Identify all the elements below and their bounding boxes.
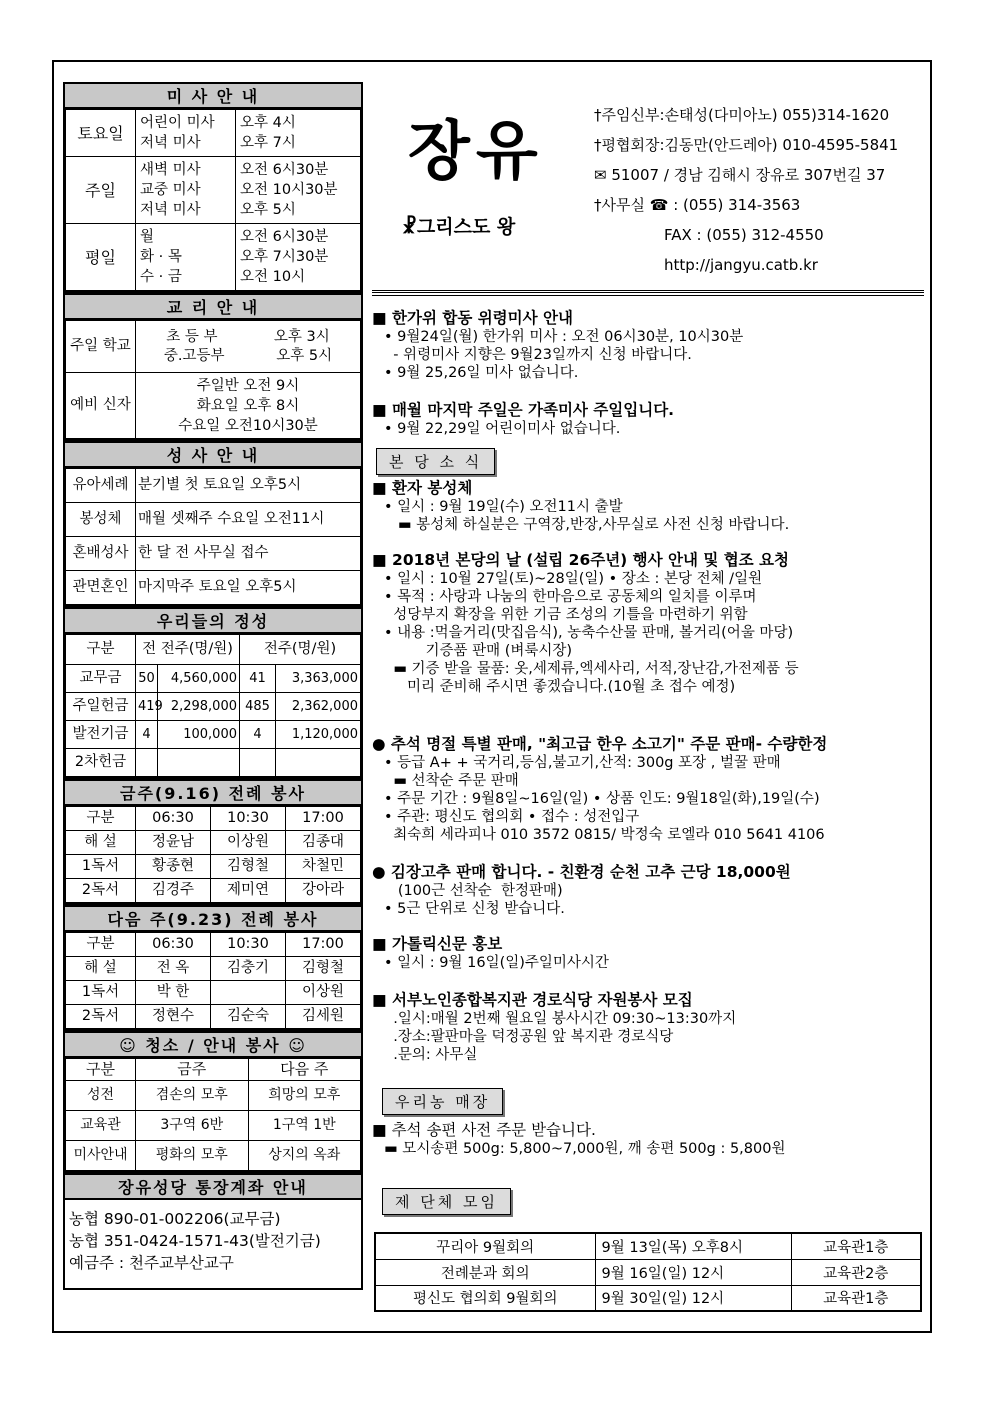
offering-count: 419 (136, 693, 158, 721)
server-name: 김종대 (286, 831, 361, 855)
parish-logo: 장유 (408, 114, 544, 189)
liturgy2-section (63, 932, 363, 1031)
meeting-name: 평신도 협의회 9월회의 (375, 1285, 595, 1311)
liturgy2-table (65, 932, 361, 1029)
cleaning-table (65, 1058, 361, 1171)
offering-title: 우리들의 정성 (63, 607, 363, 634)
notice-line: • 9월24일(월) 한가위 미사 : 오전 06시30분, 10시30분 (384, 329, 744, 345)
offering-row (66, 749, 361, 777)
parish-notice (372, 734, 924, 844)
mass-name: 새벽 미사 (140, 162, 201, 178)
server-name: 이상원 (211, 831, 286, 855)
col-head: 금주 (136, 1059, 249, 1081)
cat-line: 화요일 오후 8시 (196, 397, 300, 414)
account-title: 장유성당 통장계좌 안내 (63, 1173, 363, 1200)
col-head: 구분 (66, 635, 136, 665)
mass-name: 월 (140, 229, 155, 245)
role-name: 1독서 (66, 855, 136, 879)
parish-notice (372, 550, 924, 696)
school-row-2 (138, 347, 358, 366)
cleaning-row (66, 1081, 361, 1111)
logo-subtitle: ☧그리스도 왕 (402, 216, 516, 238)
parish-notice-line: (100근 선착순 한정판매) (384, 883, 563, 899)
parish-notice-title: ● 김장고추 판매 합니다. - 친환경 순천 고추 근당 18,000원 (372, 863, 791, 881)
group-name: 겸손의 모후 (136, 1081, 249, 1111)
offering-amount (276, 749, 361, 777)
offering-count: 50 (136, 665, 158, 693)
school-row-1 (138, 328, 358, 347)
offering-amount (158, 749, 240, 777)
notice-title: ■ 한가위 합동 위령미사 안내 (372, 309, 573, 327)
offering-amount: 4,560,000 (158, 665, 240, 693)
server-name: 황종현 (136, 855, 211, 879)
col-head: 구분 (66, 807, 136, 831)
server-name: 이상원 (286, 981, 361, 1005)
group-name: 3구역 6반 (136, 1111, 249, 1141)
liturgy-row (66, 1005, 361, 1029)
mass-row (66, 157, 361, 224)
parish-notice-line: ▬ 봉성체 하실분은 구역장,반장,사무실로 사전 신청 바랍니다. (384, 517, 790, 533)
mass-times (236, 224, 361, 291)
server-name: 제미연 (211, 879, 286, 903)
catechism-table (65, 320, 361, 439)
mass-row (66, 224, 361, 291)
sacrament-info: 분기별 첫 토요일 오후5시 (136, 469, 361, 503)
mass-names (136, 224, 236, 291)
mass-time: 오후 7시 (240, 135, 296, 151)
place-name: 성전 (66, 1081, 136, 1111)
role-name: 2독서 (66, 1005, 136, 1029)
mass-name: 저녁 미사 (140, 135, 201, 151)
sacrament-name: 봉성체 (66, 503, 136, 537)
server-name: 박 한 (136, 981, 211, 1005)
mass-time: 오전 6시30분 (240, 162, 329, 178)
woori-notice (372, 1120, 924, 1158)
mass-time: 오후 4시 (240, 115, 296, 131)
liturgy-row (66, 855, 361, 879)
bulletin-page (52, 60, 932, 1333)
school-label: 주일 학교 (66, 321, 136, 373)
server-name: 차철민 (286, 855, 361, 879)
school-grade: 초 등 부 (166, 328, 218, 345)
col-head: 다음 주 (248, 1059, 361, 1081)
offering-amount: 2,362,000 (276, 693, 361, 721)
meetings-table (374, 1232, 922, 1312)
notice (372, 400, 924, 438)
sacrament-row (66, 503, 361, 537)
parish-notice-line: .일시:매월 2번째 월요일 봉사시간 09:30~13:30까지 (384, 1011, 737, 1027)
mass-time: 오후 7시30분 (240, 249, 329, 265)
parish-notice-line: • 내용 :먹을거리(맛집음식), 농축수산물 판매, 볼거리(어울 마당) (384, 625, 794, 641)
mass-day: 평일 (66, 224, 136, 291)
parish-notice-line: 최숙희 세라피나 010 3572 0815/ 박정숙 로엘라 010 5641 4106 (384, 827, 825, 843)
website-link[interactable]: http://jangyu.catb.kr (664, 256, 818, 274)
mass-times (236, 110, 361, 157)
server-name: 강아라 (286, 879, 361, 903)
mass-names (136, 110, 236, 157)
col-head: 06:30 (136, 807, 211, 831)
offering-count: 4 (136, 721, 158, 749)
col-head: 17:00 (286, 933, 361, 957)
server-name: 전 옥 (136, 957, 211, 981)
col-head: 17:00 (286, 807, 361, 831)
groups-label: 제 단체 모임 (382, 1188, 511, 1215)
sacrament-row (66, 537, 361, 571)
sacrament-table (65, 468, 361, 605)
offering-count (136, 749, 158, 777)
liturgy-row (66, 957, 361, 981)
offering-amount: 100,000 (158, 721, 240, 749)
liturgy1-section (63, 806, 363, 905)
parish-notice-line: • 주관: 평신도 협의회 • 접수 : 성전입구 (384, 809, 640, 825)
meeting-place: 교육관1층 (791, 1233, 921, 1259)
parish-notice-line: • 5근 단위로 신청 받습니다. (384, 901, 565, 917)
contact-info (594, 100, 898, 280)
offering-count: 4 (240, 721, 276, 749)
meeting-row (375, 1285, 921, 1311)
sacrament-name: 관면혼인 (66, 571, 136, 605)
col-head: 구분 (66, 1059, 136, 1081)
server-name: 김충기 (211, 957, 286, 981)
parish-notice-line: .장소:팔판마을 덕정공원 앞 복지관 경로식당 (384, 1029, 674, 1045)
offering-section (63, 634, 363, 779)
cleaning-title: ☺ 청소 / 안내 봉사 ☺ (63, 1031, 363, 1058)
header-divider (372, 290, 924, 293)
offering-row (66, 721, 361, 749)
sacrament-section (63, 468, 363, 607)
offering-name: 주일헌금 (66, 693, 136, 721)
contact-line: †사무실 ☎ : (055) 314-3563 (594, 196, 801, 214)
sacrament-row (66, 571, 361, 605)
mass-table (65, 109, 361, 291)
meeting-place: 교육관2층 (791, 1259, 921, 1285)
mass-time: 오전 6시30분 (240, 229, 329, 245)
parish-notice-line: • 등급 A+ + 국거리,등심,불고기,산적: 300g 포장 , 벌꿀 판매 (384, 755, 781, 771)
mass-time: 오후 5시 (240, 202, 296, 218)
offering-name: 교무금 (66, 665, 136, 693)
catechism-section (63, 320, 363, 441)
school-grade: 중.고등부 (163, 347, 225, 364)
offering-name: 발전기금 (66, 721, 136, 749)
notice-line: • 9월 22,29일 어린이미사 없습니다. (384, 421, 621, 437)
liturgy-row (66, 981, 361, 1005)
liturgy-head (66, 807, 361, 831)
meeting-place: 교육관1층 (791, 1285, 921, 1311)
role-name: 해 설 (66, 957, 136, 981)
parish-notice (372, 934, 924, 972)
mass-name: 교중 미사 (140, 182, 201, 198)
woori-title: ■ 추석 송편 사전 주문 받습니다. (372, 1121, 596, 1139)
sacrament-name: 유아세례 (66, 469, 136, 503)
meeting-row (375, 1259, 921, 1285)
meeting-name: 전례분과 회의 (375, 1259, 595, 1285)
server-name: 김경주 (136, 879, 211, 903)
offering-table (65, 634, 361, 777)
liturgy1-title: 금주(9.16) 전례 봉사 (63, 779, 363, 806)
server-name (211, 981, 286, 1005)
cat-line: 주일반 오전 9시 (196, 377, 300, 394)
place-name: 미사안내 (66, 1141, 136, 1171)
col-head: 전주(명/원) (240, 635, 361, 665)
offering-row (66, 693, 361, 721)
catechism-title: 교 리 안 내 (63, 293, 363, 320)
liturgy-head (66, 933, 361, 957)
col-head: 10:30 (211, 807, 286, 831)
meeting-name: 꾸리아 9월회의 (375, 1233, 595, 1259)
sacrament-info: 마지막주 토요일 오후5시 (136, 571, 361, 605)
parish-notice-line: ▬ 선착순 주문 판매 (384, 773, 519, 789)
cat-label: 예비 신자 (66, 373, 136, 439)
sacrament-title: 성 사 안 내 (63, 441, 363, 468)
liturgy-row (66, 879, 361, 903)
col-head: 전 전주(명/원) (136, 635, 240, 665)
parish-notice-title: ■ 가톨릭신문 홍보 (372, 935, 503, 953)
offering-amount: 2,298,000 (158, 693, 240, 721)
mass-name: 저녁 미사 (140, 202, 201, 218)
server-name: 김세원 (286, 1005, 361, 1029)
parish-notice (372, 862, 924, 918)
group-name: 희망의 모후 (248, 1081, 361, 1111)
parish-notice (372, 478, 924, 534)
school-time: 오후 3시 (273, 328, 330, 345)
role-name: 2독서 (66, 879, 136, 903)
mass-day: 주일 (66, 157, 136, 224)
offering-count: 485 (240, 693, 276, 721)
cleaning-row (66, 1111, 361, 1141)
col-head: 10:30 (211, 933, 286, 957)
meeting-row (375, 1233, 921, 1259)
server-name: 김순숙 (211, 1005, 286, 1029)
server-name: 김형철 (286, 957, 361, 981)
parish-notice-line: ▬ 기증 받을 물품: 옷,세제류,엑세사리, 서적,장난감,가전제품 등 (384, 661, 799, 677)
offering-count (240, 749, 276, 777)
mass-name: 화 · 목 (140, 249, 182, 265)
cleaning-head (66, 1059, 361, 1081)
school-time: 오후 5시 (276, 347, 333, 364)
sacrament-info: 매월 셋째주 수요일 오전11시 (136, 503, 361, 537)
parish-notice-line: 기증품 판매 (벼룩시장) (384, 643, 573, 659)
place-name: 교육관 (66, 1111, 136, 1141)
meeting-time: 9월 16일(일) 12시 (595, 1259, 791, 1285)
mass-row (66, 110, 361, 157)
parish-notice (372, 990, 924, 1064)
mass-section (63, 109, 363, 293)
parish-notice-line: 성당부지 확장을 위한 기금 조성의 기틀을 마련하기 위함 (384, 607, 748, 623)
meeting-time: 9월 13일(목) 오후8시 (595, 1233, 791, 1259)
col-head: 구분 (66, 933, 136, 957)
parish-news-label: 본 당 소 식 (376, 448, 495, 475)
offering-row (66, 665, 361, 693)
liturgy-row (66, 831, 361, 855)
offering-amount: 3,363,000 (276, 665, 361, 693)
role-name: 해 설 (66, 831, 136, 855)
parish-notice-line: 미리 준비해 주시면 좋겠습니다.(10월 초 접수 예정) (384, 679, 736, 695)
account-section (63, 1200, 363, 1290)
offering-name: 2차헌금 (66, 749, 136, 777)
contact-line: †주임신부:손태성(다미아노) 055)314-1620 (594, 106, 890, 124)
offering-count: 41 (240, 665, 276, 693)
mass-time: 오전 10시30분 (240, 182, 338, 198)
woori-line: ▬ 모시송편 500g: 5,800~7,000원, 깨 송편 500g : 5,800원 (384, 1141, 786, 1157)
mass-name: 수 · 금 (140, 269, 182, 285)
notice-line: - 위령미사 지향은 9월23일까지 신청 바랍니다. (384, 347, 692, 363)
group-name: 상지의 옥좌 (248, 1141, 361, 1171)
col-head: 06:30 (136, 933, 211, 957)
account-line: 농협 351-0424-1571-43(발전기금) (69, 1232, 321, 1250)
server-name: 정현수 (136, 1005, 211, 1029)
account-line: 농협 890-01-002206(교무금) (69, 1210, 281, 1228)
cat-line: 수요일 오전10시30분 (178, 417, 318, 434)
parish-notice-line: • 일시 : 9월 16일(일)주일미사시간 (384, 955, 609, 971)
mass-times (236, 157, 361, 224)
sacrament-info: 한 달 전 사무실 접수 (136, 537, 361, 571)
parish-notice-line: .문의: 사무실 (384, 1047, 478, 1063)
notice (372, 308, 924, 382)
offering-head (66, 635, 361, 665)
sacrament-name: 혼배성사 (66, 537, 136, 571)
notice-title: ■ 매월 마지막 주일은 가족미사 주일입니다. (372, 401, 675, 419)
group-name: 1구역 1반 (248, 1111, 361, 1141)
offering-amount: 1,120,000 (276, 721, 361, 749)
contact-line: †평협회장:김동만(안드레아) 010-4595-5841 (594, 136, 899, 154)
header-divider (372, 295, 924, 296)
parish-notice-title: ■ 서부노인종합복지관 경로식당 자원봉사 모집 (372, 991, 693, 1009)
parish-notice-title: ● 추석 명절 특별 판매, "최고급 한우 소고기" 주문 판매- 수량한정 (372, 735, 828, 753)
cleaning-row (66, 1141, 361, 1171)
sacrament-row (66, 469, 361, 503)
woori-label: 우리농 매장 (382, 1088, 503, 1115)
group-name: 평화의 모후 (136, 1141, 249, 1171)
left-column (63, 82, 363, 1290)
mass-time: 오전 10시 (240, 269, 306, 285)
server-name: 정윤남 (136, 831, 211, 855)
parish-notice-line: • 주문 기간 : 9월8일~16일(일) • 상품 인도: 9월18일(화),19일(수) (384, 791, 820, 807)
contact-line: ✉ 51007 / 경남 김해시 장유로 307번길 37 (594, 166, 886, 184)
parish-notice-title: ■ 환자 봉성체 (372, 479, 473, 497)
parish-notice-title: ■ 2018년 본당의 날 (설립 26주년) 행사 안내 및 협조 요청 (372, 551, 789, 569)
notice-line: • 9월 25,26일 미사 없습니다. (384, 365, 579, 381)
meeting-time: 9월 30일(일) 12시 (595, 1285, 791, 1311)
parish-notice-line: • 목적 : 사랑과 나눔의 한마음으로 공동체의 일치를 이루며 (384, 589, 757, 605)
parish-notice-line: • 일시 : 10월 27일(토)~28일(일) • 장소 : 본당 전체 /일원 (384, 571, 763, 587)
mass-names (136, 157, 236, 224)
parish-notice-line: • 일시 : 9월 19일(수) 오전11시 출발 (384, 499, 623, 515)
role-name: 1독서 (66, 981, 136, 1005)
mass-name: 어린이 미사 (140, 115, 215, 131)
mass-title: 미 사 안 내 (63, 82, 363, 109)
liturgy2-title: 다음 주(9.23) 전례 봉사 (63, 905, 363, 932)
cleaning-section (63, 1058, 363, 1173)
contact-line: FAX : (055) 312-4550 (664, 226, 824, 244)
mass-day: 토요일 (66, 110, 136, 157)
server-name: 김형철 (211, 855, 286, 879)
account-line: 예금주 : 천주교부산교구 (69, 1254, 234, 1272)
liturgy1-table (65, 806, 361, 903)
